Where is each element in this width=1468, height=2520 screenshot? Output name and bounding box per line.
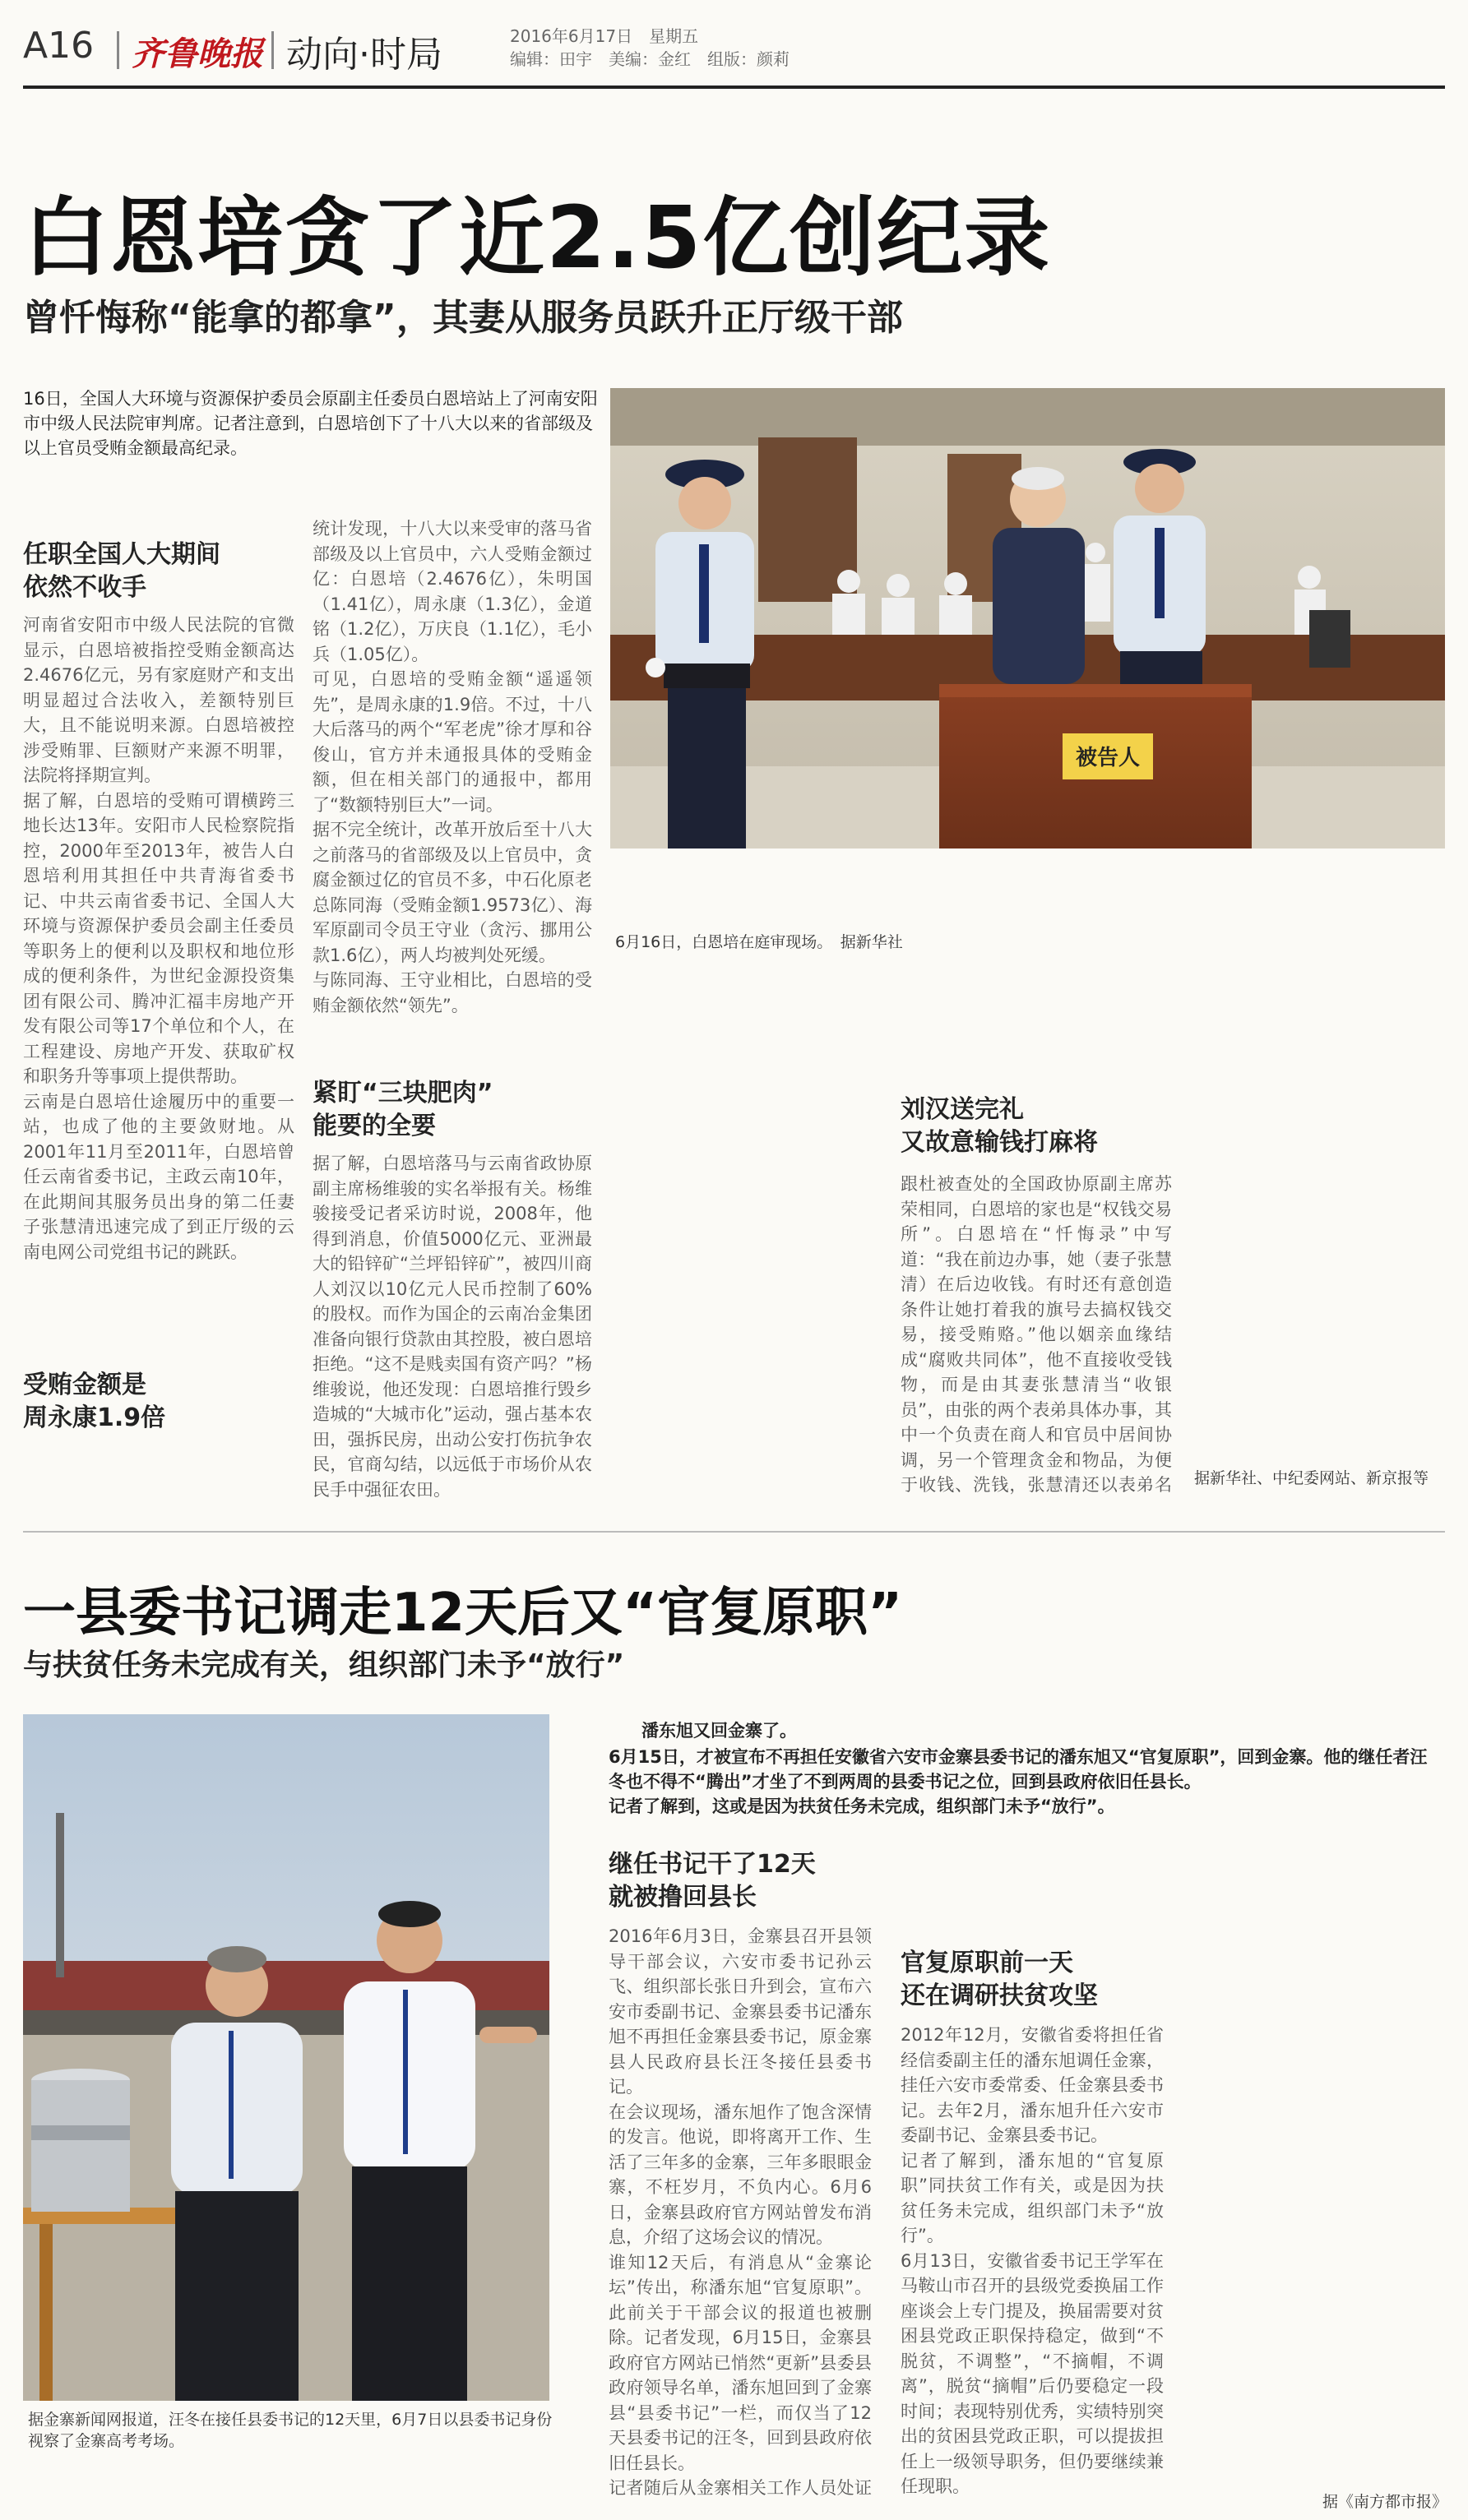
photo-sign: 被告人 (1075, 746, 1141, 770)
story2-subhead: 与扶贫任务未完成有关，组织部门未予“放行” (23, 1648, 625, 1682)
story1-sec2-text: 统计发现，十八大以来受审的落马省部级及以上官员中，六人受贿金额过亿：白恩培（2.4676亿），朱明国（1.41亿），周永康（1.3亿），金道铭（1.2亿），万庆良（1.1亿），毛小兵（1.05亿）。 可见，白恩培的受贿金额“遥遥领先”，是周永康的1.9倍。不过，十八大后落马的两个“军老虎”徐才厚和谷俊山，官方并未通报具体的受贿金额，但在相关部门的通报中，都用了“数额特别巨大”一词。 据不完全统计，改革开放后至十八大之前落马的省部级及以上官员中，贪腐金额过亿的官员不多，中石化原老总陈同海（受贿金额1.9573亿）、海军原副司令员王守业（贪污、挪用公款1.6亿），两人均被判处死缓。 与陈同海、王守业相比，白恩培的受贿金额依然“领先”。 (313, 519, 592, 1015)
story2-lead: 6月15日，才被宣布不再担任安徽省六安市金寨县委书记的潘东旭又“官复原职”，回到金寨。他的继任者汪冬也不得不“腾出”才坐了不到两周的县委书记之位，回到县政府依旧任县长。 记者了解到，这或是因为扶贫任务未完成，组织部门未予“放行”。 (609, 1747, 1428, 1816)
staff-credits: 编辑：田宇 美编：金红 组版：颜莉 (510, 49, 790, 69)
story1-sec1-title: 任职全国人大期间 依然不收手 (23, 540, 220, 602)
story1-photo (610, 388, 1445, 921)
masthead-rule (23, 86, 1445, 89)
story-divider (23, 1531, 1445, 1533)
story1-headline: 白恩培贪了近2.5亿创纪录 (23, 187, 1052, 288)
story1-sources: 据新华社、中纪委网站、新京报等 (1194, 1469, 1429, 1487)
story2-headline: 一县委书记调走12天后又“官复原职” (23, 1583, 903, 1644)
story2-photo-caption: 据金寨新闻网报道，汪冬在接任县委书记的12天里，6月7日以县委书记身份视察了金寨高考考场。 (28, 2411, 553, 2450)
story2-continued (1194, 1835, 1445, 2476)
story2-sec2-text: 2012年12月，安徽省委将担任省经信委副主任的潘东旭调任金寨，挂任六安市委常委、任金寨县委书记。去年2月，潘东旭升任六安市委副书记、金寨县委书记。 记者了解到，潘东旭的“官复原职”同扶贫工作有关，或是因为扶贫任务未完成，组织部门未予“放行”。 6月13日，安徽省委书记王学军在马鞍山市召开的县级党委换届工作座谈会上专门提及，换届需要对贫困县党政正职保持稳定，做到“不脱贫，不调整”，“不摘帽，不调离”，脱贫“摘帽”后仍要稳定一段时间；表现特别优秀，实绩特别突出的贫困县党政正职，可以提拔担任上一级领导职务，但仍要继续兼任现职。 (901, 2025, 1164, 2496)
page-number: A16 (23, 25, 95, 67)
weekday: 星期五 (649, 26, 699, 46)
masthead-divider (271, 31, 274, 69)
story1-sec3-text: 据了解，白恩培落马与云南省政协原副主席杨维骏的实名举报有关。杨维骏接受记者采访时说，2008年，他得到消息，价值5000亿元、亚洲最大的铅锌矿“兰坪铅锌矿”，被四川商人刘汉以10亿元人民币控制了60%的股权。而作为国企的云南冶金集团准备向银行贷款由其控股，被白恩培拒绝。“这不是贱卖国有资产吗？”杨维骏说，他还发现：白恩培推行毁乡造城的“大城市化”运动，强占基本农田，强拆民房，出动公安打伤抗争农民，官商勾结，以远低于市场价从农民手中强征农田。 (313, 1154, 592, 1500)
inspection-photo (23, 1714, 549, 2401)
story2-sec1-text: 2016年6月3日，金寨县召开县领导干部会议，六安市委书记孙云飞、组织部长张日升到会，宣布六安市委副书记、金寨县委书记潘东旭不再担任金寨县委书记，原金寨县人民政府县长汪冬接任县委书记。 在会议现场，潘东旭作了饱含深情的发言。他说，即将离开工作、生活了三年多的金寨，三年多眼眼金寨，不枉岁月，不负内心。6月6日，金寨县政府官方网站曾发布消息，介绍了这场会议的情况。 谁知12天后，有消息从“金寨论坛”传出，称潘东旭“官复原职”。此前关于干部会议的报道也被删除。记者发现，6月15日，金寨县政府官方网站已悄然“更新”县委县政府领导名单，潘东旭回到了金寨县“县委书记”一栏，而仅当了12天县委书记的汪冬，回到县政府依旧任县长。 记者随后从金寨相关工作人员处证 (609, 1926, 872, 2498)
story1-subhead: 曾忏悔称“能拿的都拿”，其妻从服务员跃升正厅级干部 (23, 297, 903, 339)
story1-sec3-continued (610, 980, 857, 1506)
masthead-divider (117, 31, 119, 69)
newspaper-logo: 齐鲁晚报 (132, 35, 263, 73)
issue-date (510, 25, 698, 48)
story2-source: 据《南方都市报》 (1322, 2493, 1447, 2511)
date: 2016年6月17日 (510, 26, 633, 46)
story1-lead: 16日，全国人大环境与资源保护委员会原副主任委员白恩培站上了河南安阳市中级人民法院审判席。记者注意到，白恩培创下了十八大以来的省部级及以上官员受贿金额最高纪录。 (23, 389, 598, 458)
story1-sec3-title: 紧盯“三块肥肉” 能要的全要 (313, 1079, 493, 1140)
story2-sec1-title: 继任书记干了12天 就被撸回县长 (609, 1850, 816, 1912)
story2-lead-tag: 潘东旭又回金寨了。 (641, 1721, 797, 1741)
courtroom-photo (610, 388, 1445, 921)
story1-sec4-text: 跟杜被查处的全国政协原副主席苏荣相同，白恩培的家也是“权钱交易所”。白恩培在“忏悔录”中写道：“我在前边办事，她（妻子张慧清）在后边收钱。有时还有意创造条件让她打着我的旗号去搞权钱交易，接受贿赂。”他以姻亲血缘结成“腐败共同体”，他不直接收受钱物，而是由其妻张慧清当“收银员”，由张的两个表弟具体办事，其中一个负责在商人和官员中居间协调，另一个管理贪金和物品，为便于收钱、洗钱，张慧清还以表弟名 (901, 1174, 1172, 1495)
story2-photo (23, 1714, 549, 2401)
section-title: 动向·时局 (286, 34, 442, 76)
story1-photo-caption: 6月16日，白恩培在庭审现场。 据新华社 (615, 933, 903, 951)
story1-sec2-title: 受贿金额是 周永康1.9倍 (23, 1371, 166, 1432)
story1-sec1-text: 河南省安阳市中级人民法院的官微显示，白恩培被指控受贿金额高达2.4676亿元，另有家庭财产和支出明显超过合法收入，差额特别巨大，且不能说明来源。白恩培被控涉受贿罪、巨额财产来源不明罪，法院将择期宣判。 据了解，白恩培的受贿可谓横跨三地长达13年。安阳市人民检察院指控，2000年至2013年，被告人白恩培利用其担任中共青海省委书记、中共云南省委书记、全国人大环境与资源保护委员会副主任委员等职务上的便利以及职权和地位形成的便利条件，为世纪金源投资集团有限公司、腾冲汇福丰房地产开发有限公司等17个单位和个人，在工程建设、房地产开发、获取矿权和职务升等事项上提供帮助。 云南是白恩培仕途履历中的重要一站，也成了他的主要敛财地。从2001年11月至2011年，白恩培曾任云南省委书记，主政云南10年，在此期间其服务员出身的第二任妻子张慧清迅速完成了到正厅级的云南电网公司党组书记的跳跃。 (23, 615, 294, 1262)
story1-sec4-continued (1194, 980, 1445, 1457)
story1-sec4-title: 刘汉送完礼 又故意输钱打麻将 (901, 1095, 1098, 1157)
story2-sec2-title: 官复原职前一天 还在调研扶贫攻坚 (901, 1949, 1098, 2010)
